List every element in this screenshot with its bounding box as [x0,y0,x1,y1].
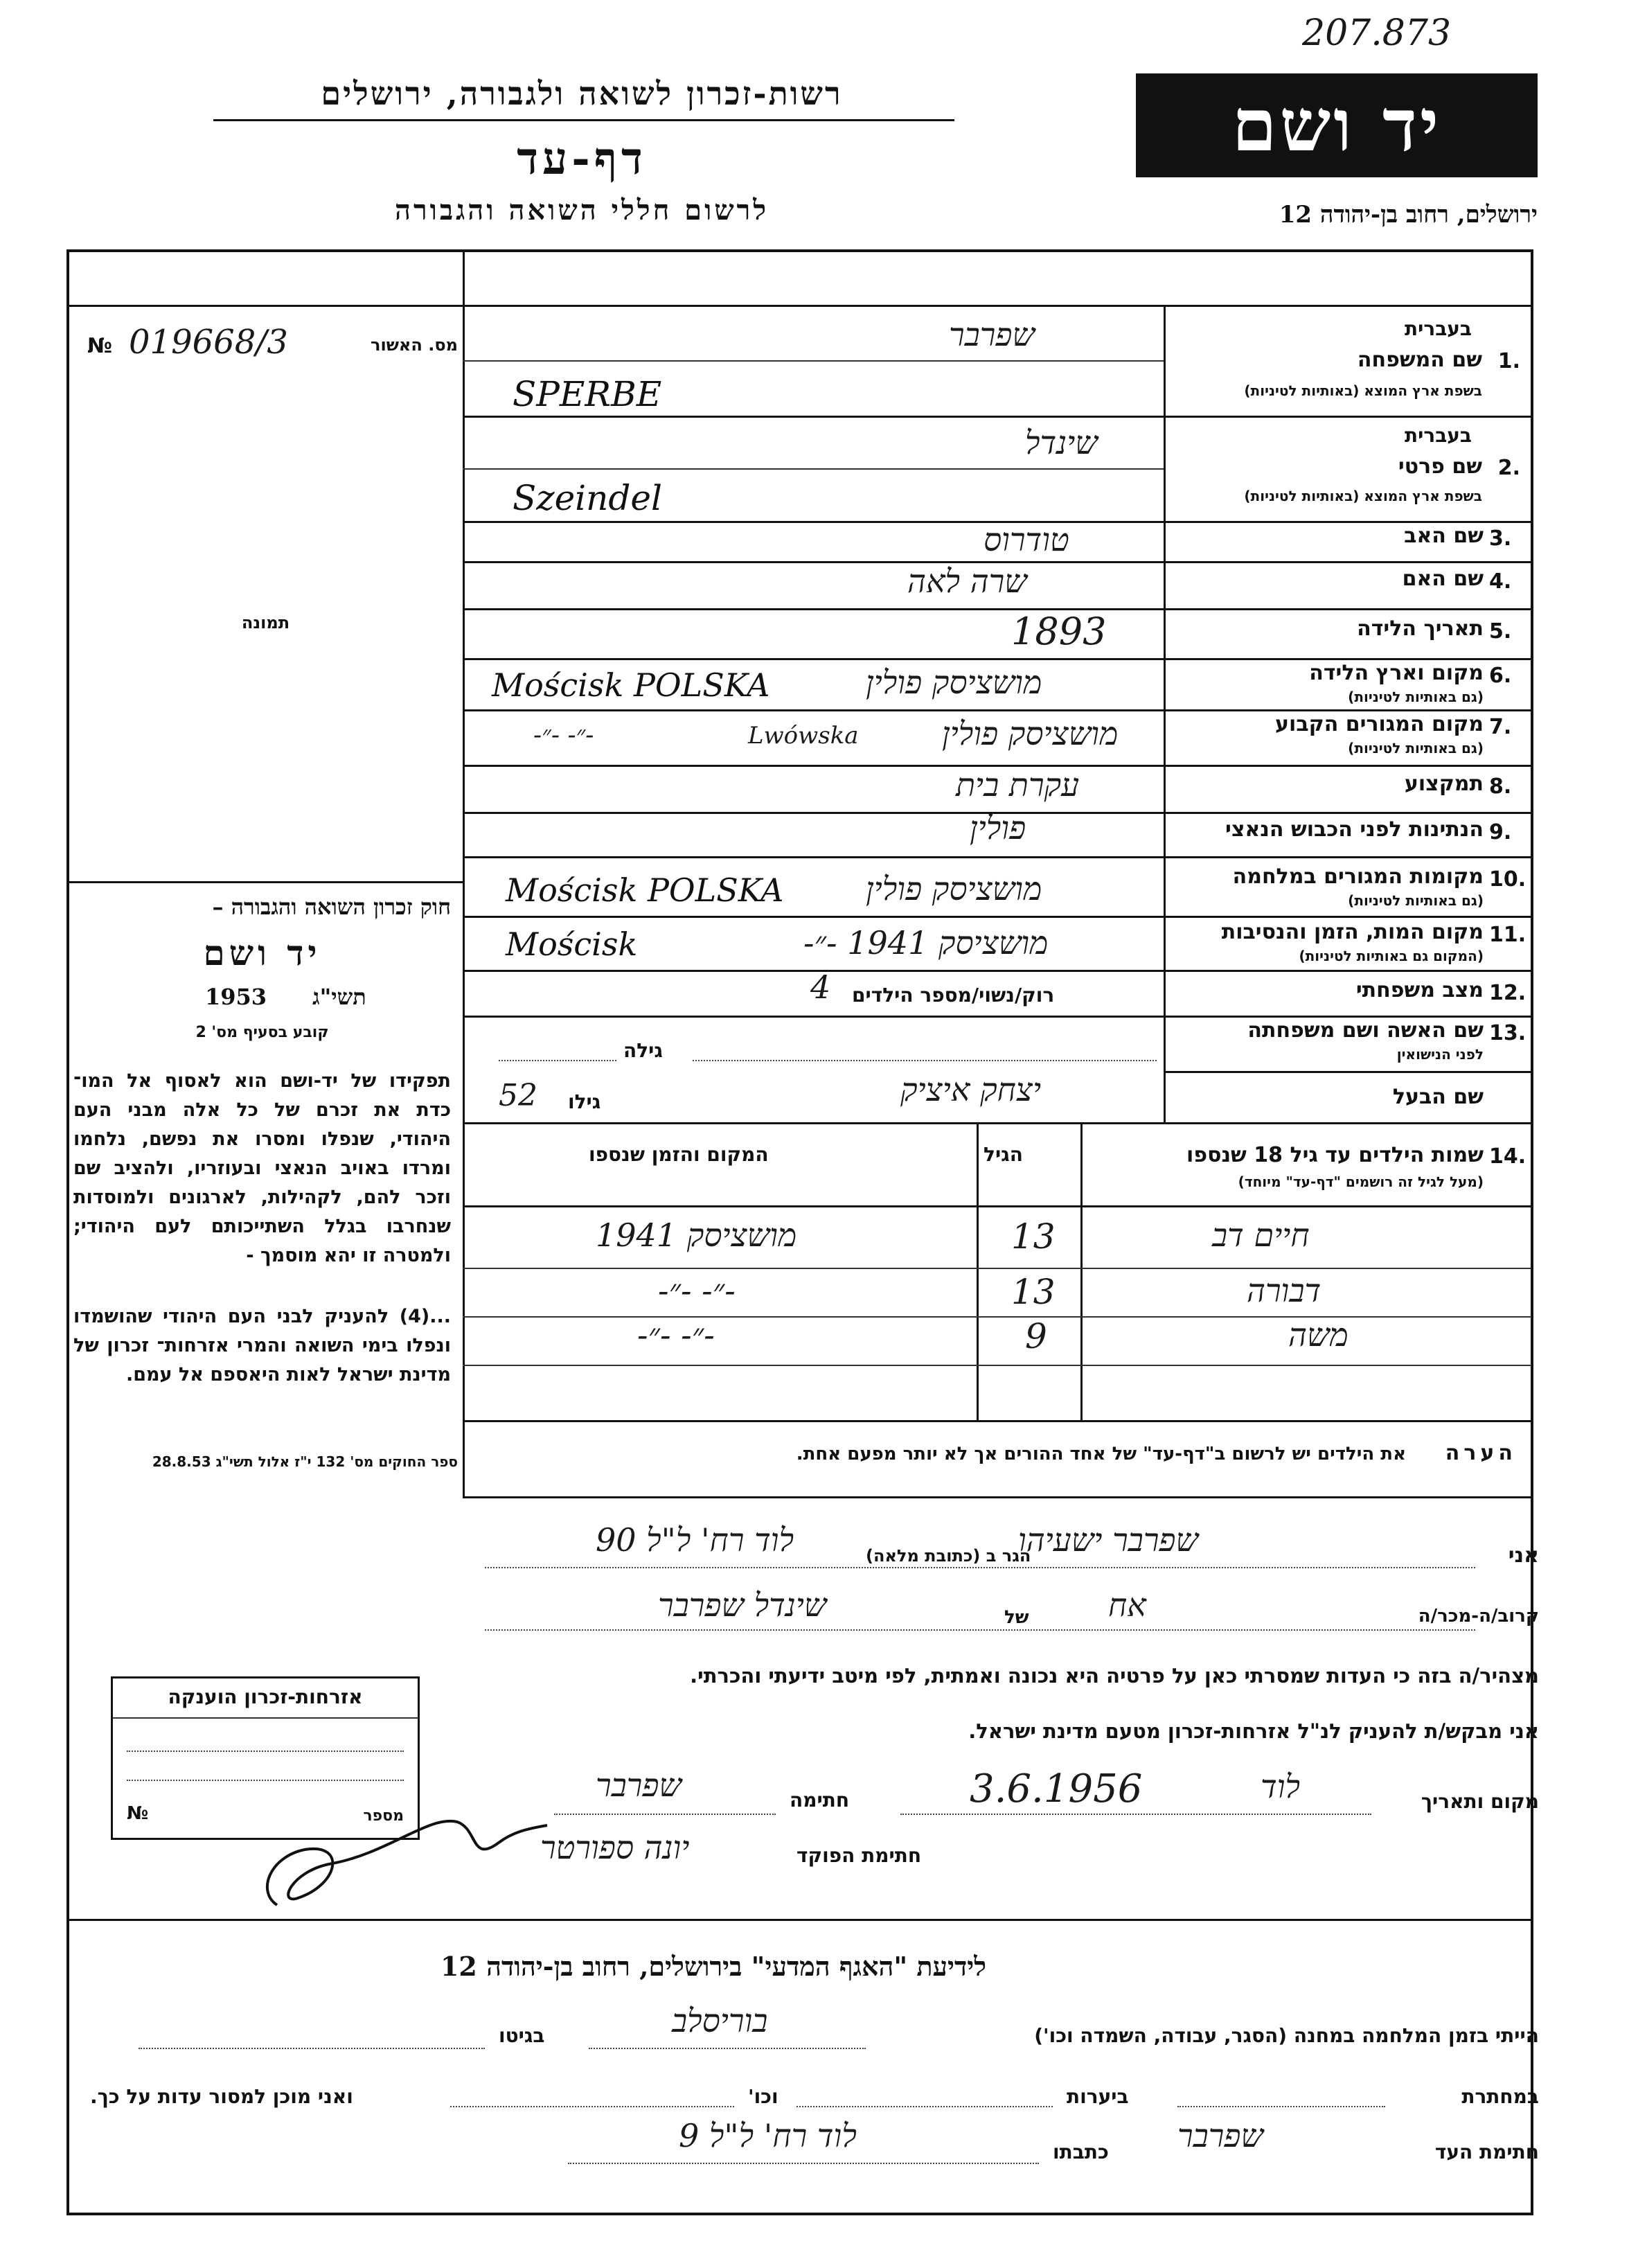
decl-statement: מצהיר/ה בזה כי העדות שמסרתי כאן על פרטיה היא נכונה ואמתית, לפי מיטב ידיעתי והכרתי. [690,1664,1539,1687]
child-1-line [463,1268,1531,1269]
row-10-line [463,916,1531,918]
decl-address: לוד רח' ל"ל 90 [596,1521,794,1559]
footer-line2-dots-3 [450,2106,734,2107]
field-5-value: 1893 [1011,610,1107,653]
field-11-value: מושציסק 1941 -״- [803,924,1049,962]
field-7-label: מקום המגורים הקבוע [1275,712,1484,736]
field-8-value: עקרת בית [956,766,1080,804]
field-11-label: מקום המות, הזמן והנסיבות [1221,920,1484,944]
children-header-age: הגיל [983,1143,1023,1166]
note-label: הערה [1445,1441,1517,1465]
logo-address: ירושלים, רחוב בן-יהודה 12 [1279,201,1538,229]
children-col-2 [977,1122,979,1420]
stamp-box-title-line [113,1717,418,1719]
law-title: חוק זכרון השואה והגבורה – [212,894,451,920]
husband-label: שם הבעל [1392,1085,1484,1109]
decl-place: לוד [1261,1768,1301,1805]
decl-i-label: אני [1508,1543,1539,1568]
field-11-number: 11. [1489,923,1526,947]
field-2-hint-top: בעברית [1404,424,1472,447]
husband-age-label: גילו [568,1090,601,1113]
field-2-divider [463,468,1164,470]
decl-of-label: של [1004,1607,1029,1628]
field-9-value: פולין [970,809,1026,847]
children-header-place: המקום והזמן שנספו [589,1143,769,1166]
row-6-line [463,709,1531,711]
stamp-box-line-2 [127,1780,404,1781]
footer-line3-signature: שפרבר [1177,2117,1264,2154]
field-6-hint: (גם באותיות לטיניות) [1348,689,1484,705]
form-subtitle: לרשום חללי השואה והגבורה [394,194,769,227]
row-13-line [463,1122,1531,1124]
footer-title: לידיעת "האגף המדעי" בירושלים, רחוב בן-יהודה 12 [440,1951,987,1982]
child-2-name: דבורה [1247,1272,1321,1309]
approval-number: 019668/3 [129,323,288,362]
field-2-value: שינדל [1025,424,1098,461]
field-6-value: מושציסק פולין [866,664,1042,701]
decl-officer-label: חתימת הפוקד [796,1844,922,1867]
stamp-box-line-1 [127,1751,404,1752]
child-3-name: משה [1288,1316,1348,1354]
footer-line2-etc: וכו' [748,2085,778,2108]
decl-relation-value: אח [1108,1586,1146,1624]
field-12-label: מצב משפחתי [1355,978,1484,1002]
footer-line1-label: הייתי בזמן המלחמה במחנה (הסגר, עבודה, השמדה וכו') [1034,2024,1539,2047]
footer-top-line [66,1919,1531,1921]
field-5-number: 5. [1489,619,1512,644]
field-12-number: 12. [1489,981,1526,1005]
field-family-name-label [1170,313,1520,417]
top-row-line [463,305,1531,307]
row-9-line [463,856,1531,858]
husband-value: יצחק איציק [900,1071,1042,1108]
field-2-label: שם פרטי [1398,454,1482,479]
field-9-number: 9. [1489,820,1512,844]
footer-line2-dots-2 [796,2106,1053,2107]
footer-line2-dots-1 [1177,2106,1385,2107]
field-9-label: הנתינות לפני הכבוש הנאצי [1225,817,1484,842]
field-13-age-label: גילה [623,1039,663,1062]
field-10-value-latin: Mościsk POLSKA [506,871,784,909]
decl-request: אני מבקש/ת להעניק לנ"ל אזרחות-זכרון מטעם מדינת ישראל. [968,1719,1539,1743]
footer-line2-start: במחתרת [1461,2085,1539,2108]
field-2-value-latin: Szeindel [513,478,662,518]
decl-place-date-label: מקום ותאריך [1421,1790,1539,1813]
footer-line3-dots [568,2163,1039,2164]
child-2-age: 13 [1011,1272,1056,1312]
decl-sig-line [554,1814,776,1815]
field-1-number: 1. [1497,349,1520,373]
child-3-age: 9 [1025,1316,1047,1356]
left-panel-divider [463,249,465,1496]
field-7-value: מושציסק פולין [942,715,1119,752]
row-5-line [463,658,1531,660]
child-1-place: מושציסק 1941 [596,1216,797,1254]
field-5-label: תאריך הלידה [1357,617,1484,641]
row-4-line [463,608,1531,610]
field-4-label: שם האם [1402,567,1484,591]
field-10-number: 10. [1489,867,1526,892]
field-11-hint: (המקום גם באותיות לטיניות) [1299,948,1484,964]
field-8-label: תמקצוע [1404,772,1484,796]
footer-line1-value: בוריסלב [672,2002,768,2039]
field-1-label: שם המשפחה [1357,348,1482,372]
field-1-hint: בשפת ארץ המוצא (באותיות לטיניות) [1244,382,1482,399]
field-7-number: 7. [1489,715,1512,739]
row-11-line [463,970,1531,972]
field-4-number: 4. [1489,569,1512,594]
approval-label: מס. האשור [371,335,458,355]
left-top-line [66,305,463,307]
children-number: 14. [1489,1144,1526,1169]
children-bottom-line [463,1420,1531,1422]
decl-date-line [900,1814,1371,1815]
yad-vashem-logo [1136,73,1538,177]
labels-divider [1164,305,1166,1122]
child-2-line [463,1316,1531,1318]
field-6-label: מקום וארץ הלידה [1309,661,1484,685]
field-13-number: 13. [1489,1021,1526,1045]
stamp-box-number-sign: № [127,1803,149,1824]
children-header-line [463,1205,1531,1207]
footer-line2-end: ואני מוכן למסור עדות על כך. [90,2085,353,2108]
form-title: דף-עד [517,133,647,185]
footer-line2-mid: ביערות [1067,2085,1129,2108]
law-text: תפקידו של יד-ושם הוא לאסוף אל המו־ כדת את זכרם של כל אלה מבני העם היהודי, שנפלו ומסרו את נפשם, נלחמו ומרדו באויב הנאצי ובעוזריו, ולהציב שם וזכר להם, לקהילות, לארגונים ולמוסדות שנחרבו בגלל השתייכותם לעם היהודי; ולמטרה זו יהא מוסמך - [73,1070,451,1266]
law-name: יד ושם [203,932,321,973]
approval-no-sign: № [87,334,113,358]
decl-residing-label: הגר ב (כתובת מלאה) [866,1546,1031,1566]
decl-relation-label: קרוב/ה-מכר/ה [1418,1606,1539,1627]
child-3-place: -״- -״- [637,1316,715,1354]
field-10-value: מושציסק פולין [866,870,1042,907]
field-1-value-latin: SPERBE [513,374,662,414]
stamp-box-number-label: מספר [363,1807,404,1825]
row-12-line [463,1016,1531,1018]
child-2-place: -״- -״- [658,1272,736,1309]
decl-signature-label: חתימה [790,1789,850,1811]
authority-underline [213,119,954,121]
child-1-age: 13 [1011,1216,1056,1257]
law-reference: ספר החוקים מס' 132 י"ז אלול תשי"ג 28.8.53 [152,1453,458,1470]
footer-line1-end: בגיטו [499,2024,545,2047]
decl-of-value: שינדל שפרבר [658,1586,827,1624]
field-1-value: שפרבר [949,316,1035,353]
children-header: שמות הילדים עד גיל 18 שנספו [1186,1143,1484,1167]
logo-text: יד ושם [1231,82,1442,168]
footer-line3-address-label: כתבתו [1053,2141,1109,2163]
field-7-value-extra: -״- -״- [533,721,594,750]
archive-number: 207.873 [1302,12,1452,54]
field-10-label: מקומות המגורים במלחמה [1232,865,1484,889]
approval-number-row [73,323,458,367]
law-year-heb: תשי"ג [312,984,366,1010]
citizenship-stamp-box [111,1676,420,1840]
field-6-value-latin: Mościsk POLSKA [492,666,770,704]
row-13-label-line [1164,1071,1531,1073]
law-text-2: ...(4) להעניק לבני העם היהודי שהושמדו ונפלו בימי השואה והמרי אזרחות־ זכרון של מדינת ישראל לאות היאספם אל עמם. [73,1306,451,1385]
field-12-children: 4 [810,968,831,1006]
field-3-label: שם האב [1404,524,1484,548]
field-1-divider [463,360,1164,362]
decl-officer-signature: יונה ספורטר [540,1829,690,1866]
children-col-1 [1080,1122,1083,1420]
field-8-number: 8. [1489,774,1512,799]
field-1-hint-top: בעברית [1404,317,1472,340]
law-top-line [66,881,463,883]
field-13-age-line [499,1060,616,1061]
field-13-label: שם האשה ושם משפחתה [1247,1018,1484,1043]
decl-name: שפרבר ישעיהו [1018,1521,1199,1559]
row-1-line [463,416,1531,418]
husband-age-value: 52 [499,1078,537,1113]
law-clause: קובע בסעיף מס' 2 [195,1024,329,1041]
law-year-row [73,984,451,1011]
child-3-line [463,1365,1531,1366]
field-12-value: רוק/נשוי/מספר הילדים [852,984,1055,1007]
decl-date: 3.6.1956 [970,1766,1143,1811]
field-7-hint: (גם באותיות לטיניות) [1348,740,1484,756]
authority-title: רשות-זכרון לשואה ולגבורה, ירושלים [321,75,843,112]
field-2-hint: בשפת ארץ המוצא (באותיות לטיניות) [1244,488,1482,504]
note-row [471,1441,1524,1476]
decl-line-2 [485,1629,1475,1631]
field-11-value-latin: Mościsk [506,925,638,963]
field-13-hint: לפני הנישואין [1396,1046,1484,1063]
photo-label: תמונה [241,613,290,632]
field-13-name-line [693,1060,1157,1061]
decl-line-1 [485,1567,1475,1568]
footer-line1-dots [589,2048,866,2049]
footer-line3-address: לוד רח' ל"ל 9 [679,2117,857,2154]
note-text: את הילדים יש לרשום ב"דף-עד" של אחד ההורים אך לא יותר מפעם אחת. [796,1444,1406,1464]
footer-line3-label: חתימת העד [1434,2141,1539,2163]
field-first-name-label [1170,423,1520,526]
child-1-name: חיים דב [1212,1216,1310,1254]
children-header-hint: (מעל לגיל זה רושמים "דף-עד" מיוחד) [1238,1173,1484,1190]
field-3-number: 3. [1489,526,1512,551]
field-3-value: טודרוס [983,521,1069,558]
footer-line1-dots-2 [139,2048,485,2049]
field-10-hint: (גם באותיות לטיניות) [1348,892,1484,909]
law-year: 1953 [205,984,267,1010]
note-bottom-line [463,1496,1531,1498]
field-2-number: 2. [1497,456,1520,480]
field-4-value: שרה לאה [907,562,1027,600]
field-7-value-latin: Lwówska [748,722,859,750]
stamp-box-title: אזרחות-זכרון הוענקה [168,1685,363,1708]
field-6-number: 6. [1489,664,1512,688]
decl-signature: שפרבר [596,1766,682,1804]
